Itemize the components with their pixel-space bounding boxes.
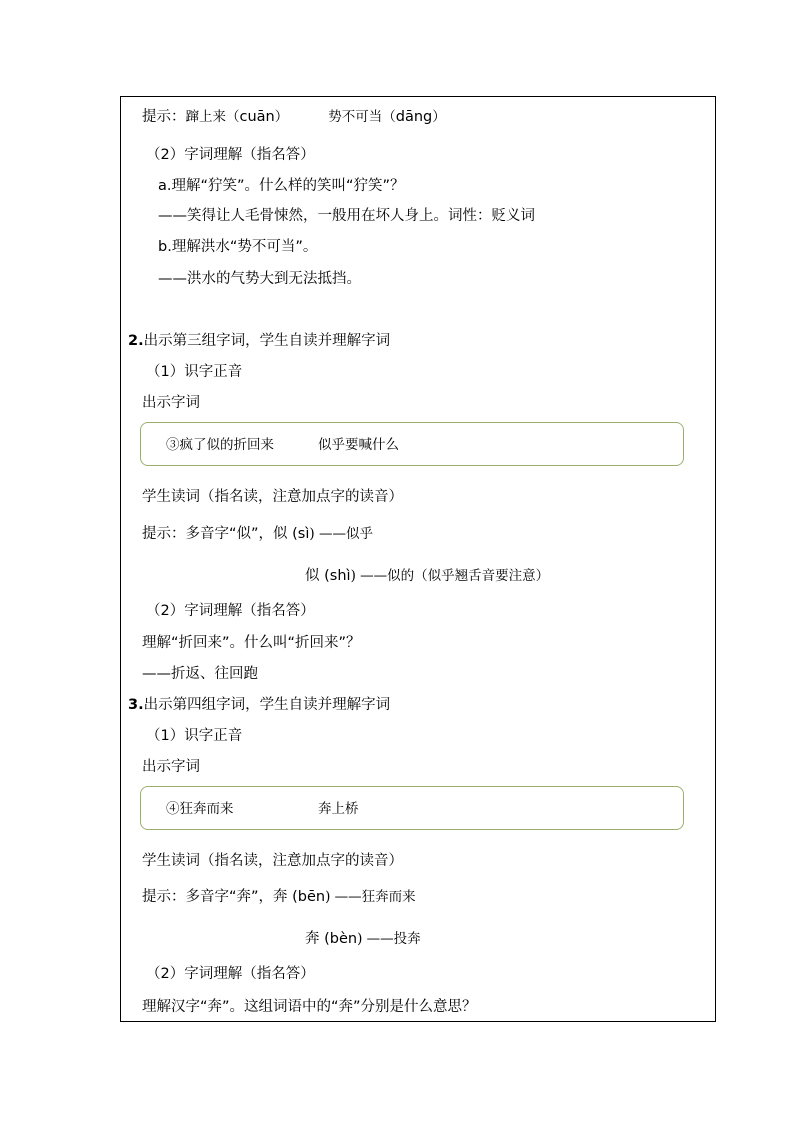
item-2-hint-label: 提示：多音字“似”，似 ( [142,526,298,542]
item-2-hint-line2-b: ) ——似的（似乎翘舌音要注意） [350,568,550,584]
item-3-hint-2 [305,930,421,948]
item-3-hint-line2-b: ) ——投奔 [357,931,421,947]
word-box-4-text-1: ④狂奔而来 [166,801,234,817]
hint-pinyin-1: cuān [239,109,275,125]
hint-line-pinyin [142,108,446,126]
answer-b: ——洪水的气势大到无法抵挡。 [158,271,361,287]
item-3-sub2: （2）字词理解（指名答） [146,966,315,982]
word-box-3-text-1: ③疯了似的折回来 [166,437,274,453]
item-2-answer: ——折返、往回跑 [142,666,258,682]
word-box-3-text-2: 似乎要喊什么 [318,437,399,453]
question-b: b.理解洪水“势不可当”。 [158,239,318,255]
item-2-hint-pinyin-2: shì [329,568,351,584]
item-2-hint-pinyin-1: sì [297,526,310,542]
item-3-hint-label: 提示：多音字“奔”，奔 ( [142,889,298,905]
item-3-hint-rest-1: ) ——狂奔而来 [325,889,416,905]
item-2-heading [128,332,390,350]
item-3-hint-line2-a: 奔 ( [305,931,330,947]
item-2-show: 出示字词 [142,395,200,411]
word-box-4-text-2: 奔上桥 [318,801,359,817]
item-2-sub2: （2）字词理解（指名答） [146,603,315,619]
section-2-2-title: （2）字词理解（指名答） [146,147,315,163]
answer-a: ——笑得让人毛骨悚然，一般用在坏人身上。词性：贬义词 [158,208,535,224]
hint-pinyin-2: dāng [395,109,433,125]
item-3-hint-1 [142,888,416,906]
item-2-title: 出示第三组字词，学生自读并理解字词 [143,333,391,349]
item-3-hint-pinyin-2: bèn [329,931,358,947]
hint-close-2: ） [432,109,446,125]
item-3-heading [128,696,390,714]
hint-word-1: 蹿上来（ [185,109,240,125]
item-2-sub1: （1）识字正音 [146,364,243,380]
hint-word-2: 势不可当（ [328,109,396,125]
hint-label: 提示： [142,109,186,125]
item-2-number: 2. [128,333,144,349]
item-3-sub1: （1）识字正音 [146,728,243,744]
item-2-hint-1 [142,525,373,543]
item-3-question: 理解汉字“奔”。这组词语中的“奔”分别是什么意思？ [142,999,477,1015]
item-3-hint-pinyin-1: bēn [297,889,326,905]
hint-close-1: ） [274,109,289,125]
item-2-hint-line2-a: 似 ( [305,568,330,584]
item-2-hint-rest-1: ) ——似乎 [309,526,373,542]
item-3-number: 3. [128,697,144,713]
item-2-question: 理解“折回来”。什么叫“折回来”？ [142,635,361,651]
item-2-hint-2 [305,567,549,585]
lesson-table-frame [120,96,716,1022]
question-a: a.理解“狞笑”。什么样的笑叫“狞笑”？ [158,178,405,194]
item-3-read: 学生读词（指名读，注意加点字的读音） [142,853,403,869]
item-3-title: 出示第四组字词，学生自读并理解字词 [143,697,391,713]
item-3-show: 出示字词 [142,759,200,775]
item-2-read: 学生读词（指名读，注意加点字的读音） [142,489,403,505]
